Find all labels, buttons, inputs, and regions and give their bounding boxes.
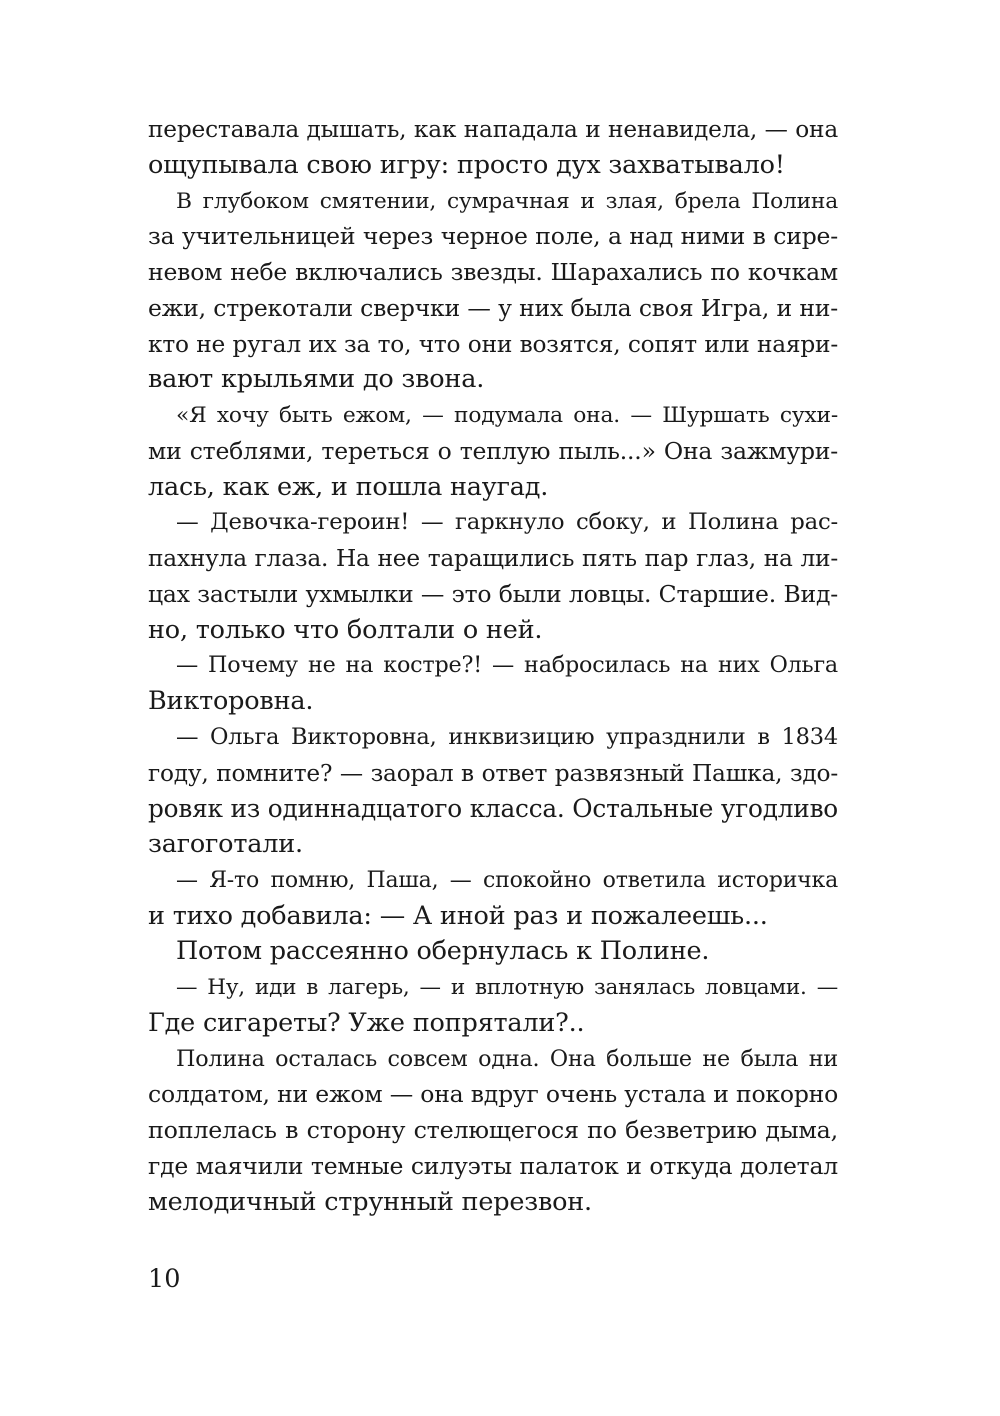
text-line: ми стеблями, тереться о теплую пыль...» Она зажмури- <box>148 436 838 465</box>
text-line: Потом рассеянно обернулась к Полине. <box>176 936 710 967</box>
text-line: — Почему не на костре?! — набросилась на них Ольга <box>176 652 838 679</box>
text-line: ровяк из одиннадцатого класса. Остальные угодливо <box>148 794 838 824</box>
text-line: поплелась в сторону стелющегося по безветрию дыма, <box>148 1116 838 1144</box>
text-line: году, помните? — заорал в ответ развязный Пашка, здо- <box>148 759 838 787</box>
text-line: лась, как еж, и пошла наугад. <box>148 471 549 502</box>
page-body <box>148 112 838 1220</box>
text-line: ежи, стрекотали сверчки — у них была своя Игра, и ни- <box>148 293 838 322</box>
text-line: — Ольга Викторовна, инквизицию упразднили в 1834 <box>176 723 838 750</box>
page-number: 10 <box>148 1264 181 1294</box>
text-line: Полина осталась совсем одна. Она больше не была ни <box>176 1045 838 1072</box>
text-line: невом небе включались звезды. Шарахались по кочкам <box>148 258 838 286</box>
text-line: и тихо добавила: — А иной раз и пожалеешь... <box>148 900 768 931</box>
text-line: пахнула глаза. На нее таращились пять пар глаз, на ли- <box>148 545 838 572</box>
text-line: ощупывала свою игру: просто дух захватывало! <box>148 149 785 180</box>
text-line: — Я-то помню, Паша, — спокойно ответила историчка <box>176 867 838 893</box>
text-line: солдатом, ни ежом — она вдруг очень устала и покорно <box>148 1080 839 1109</box>
text-line: — Девочка-героин! — гаркнуло сбоку, и Полина рас- <box>176 509 838 536</box>
text-line: В глубоком смятении, сумрачная и злая, брела Полина <box>176 188 838 214</box>
text-line: но, только что болтали о ней. <box>148 614 543 645</box>
text-line: кто не ругал их за то, что они возятся, сопят или наяри- <box>148 330 838 358</box>
text-line: где маячили темные силуэты палаток и откуда долетал <box>148 1151 838 1180</box>
text-line: цах застыли ухмылки — это были ловцы. Старшие. Вид- <box>148 579 838 608</box>
text-line: за учительницей через черное поле, а над ними в сире- <box>148 222 838 251</box>
text-line: переставала дышать, как нападала и ненавидела, — она <box>148 116 838 143</box>
text-line: Викторовна. <box>148 686 314 716</box>
text-line: вают крыльями до звона. <box>148 364 485 395</box>
text-line: Где сигареты? Уже попрятали?.. <box>148 1007 585 1038</box>
text-line: загоготали. <box>148 829 303 859</box>
text-line: «Я хочу быть ежом, — подумала она. — Шуршать сухи- <box>176 403 838 428</box>
text-line: — Ну, иди в лагерь, — и вплотную занялась ловцами. — <box>176 975 838 1000</box>
text-line: мелодичный струнный перезвон. <box>148 1186 592 1217</box>
